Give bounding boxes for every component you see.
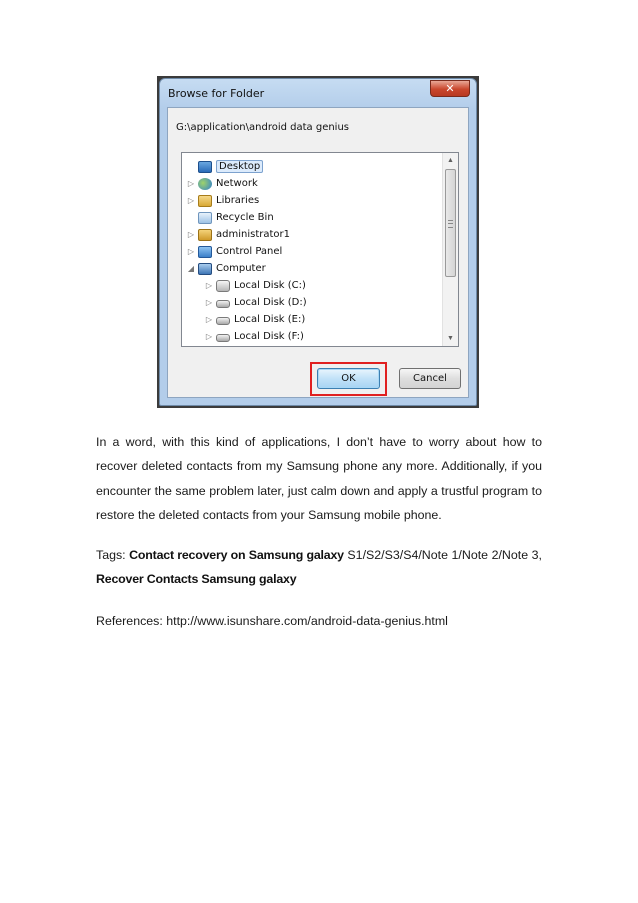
network-icon	[198, 178, 212, 190]
tree-scrollbar[interactable]	[442, 153, 458, 346]
computer-icon	[198, 263, 212, 275]
disk-icon	[216, 317, 230, 325]
folder-tree[interactable]	[181, 152, 459, 347]
grip-icon	[448, 220, 453, 228]
tree-item[interactable]	[186, 261, 266, 277]
expand-arrow-icon[interactable]: ▷	[205, 281, 213, 290]
tree-item-label: Local Disk (D:)	[234, 297, 307, 308]
expand-arrow-icon[interactable]: ▷	[205, 332, 213, 341]
tree-item[interactable]	[186, 159, 263, 175]
libraries-icon	[198, 195, 212, 207]
tree-item-label: Local Disk (E:)	[234, 314, 306, 325]
tags-line	[96, 543, 542, 592]
expand-arrow-icon[interactable]: ▷	[187, 247, 195, 256]
tree-item[interactable]	[204, 312, 305, 328]
expanded-arrow-icon[interactable]: ◢	[187, 264, 195, 273]
tree-item-label: Desktop	[216, 160, 263, 173]
tree-item-label: Computer	[216, 263, 266, 274]
expand-arrow-icon[interactable]: ▷	[187, 196, 195, 205]
paragraph-summary: In a word, with this kind of applications, I don’t have to worry about how to recover deleted contacts from my Samsung phone any more. Additionally, if you encounter the same problem later, just calm down and apply a trustful program to restore the deleted contacts from your Samsung mobile phone.	[96, 435, 542, 522]
tree-item[interactable]	[186, 227, 290, 243]
expand-arrow-icon[interactable]: ▷	[205, 315, 213, 324]
tree-item[interactable]	[204, 278, 306, 294]
tag-link-recover-contacts[interactable]: Recover Contacts Samsung galaxy	[96, 572, 297, 587]
tree-item[interactable]	[204, 329, 304, 345]
scroll-up-icon[interactable]: ▲	[447, 157, 454, 164]
tree-item-label: Local Disk (C:)	[234, 280, 306, 291]
close-button[interactable]: ✕	[430, 80, 470, 97]
ok-button[interactable]: OK	[317, 368, 380, 389]
disk-icon	[216, 300, 230, 308]
tree-item[interactable]	[186, 210, 274, 226]
tree-item[interactable]	[186, 244, 282, 260]
tree-item-label: administrator1	[216, 229, 290, 240]
tree-item[interactable]	[186, 176, 258, 192]
tree-item[interactable]	[204, 295, 307, 311]
scroll-down-icon[interactable]: ▼	[447, 335, 454, 342]
cancel-button[interactable]: Cancel	[399, 368, 461, 389]
browse-for-folder-dialog	[159, 78, 477, 406]
control-panel-icon	[198, 246, 212, 258]
expand-arrow-icon[interactable]: ▷	[187, 230, 195, 239]
expand-arrow-icon[interactable]: ▷	[187, 179, 195, 188]
tree-item-label: Libraries	[216, 195, 260, 206]
tag-link-contact-recovery[interactable]: Contact recovery on Samsung galaxy	[129, 548, 344, 562]
tree-item-label: Network	[216, 178, 258, 189]
user-folder-icon	[198, 229, 212, 241]
disk-icon	[216, 334, 230, 342]
dialog-titlebar	[160, 79, 476, 107]
tree-item-label: Recycle Bin	[216, 212, 274, 223]
recycle-bin-icon	[198, 212, 212, 224]
tags-prefix: Tags:	[96, 548, 130, 562]
expand-arrow-icon[interactable]: ▷	[205, 298, 213, 307]
tree-item[interactable]	[186, 193, 259, 209]
tree-item-label: Local Disk (F:)	[234, 331, 304, 342]
scroll-thumb[interactable]	[445, 169, 456, 277]
references-line: References: http://www.isunshare.com/android-data-genius.html	[96, 614, 448, 628]
selected-path: G:\application\android data genius	[176, 122, 350, 133]
system-disk-icon	[216, 280, 230, 292]
dialog-client-area	[167, 107, 469, 398]
desktop-icon	[198, 161, 212, 173]
dialog-screenshot	[157, 76, 479, 408]
tag-devices: S1/S2/S3/S4/Note 1/Note 2/Note 3,	[343, 548, 542, 562]
tree-item-label: Control Panel	[216, 246, 283, 257]
dialog-title: Browse for Folder	[168, 87, 265, 100]
